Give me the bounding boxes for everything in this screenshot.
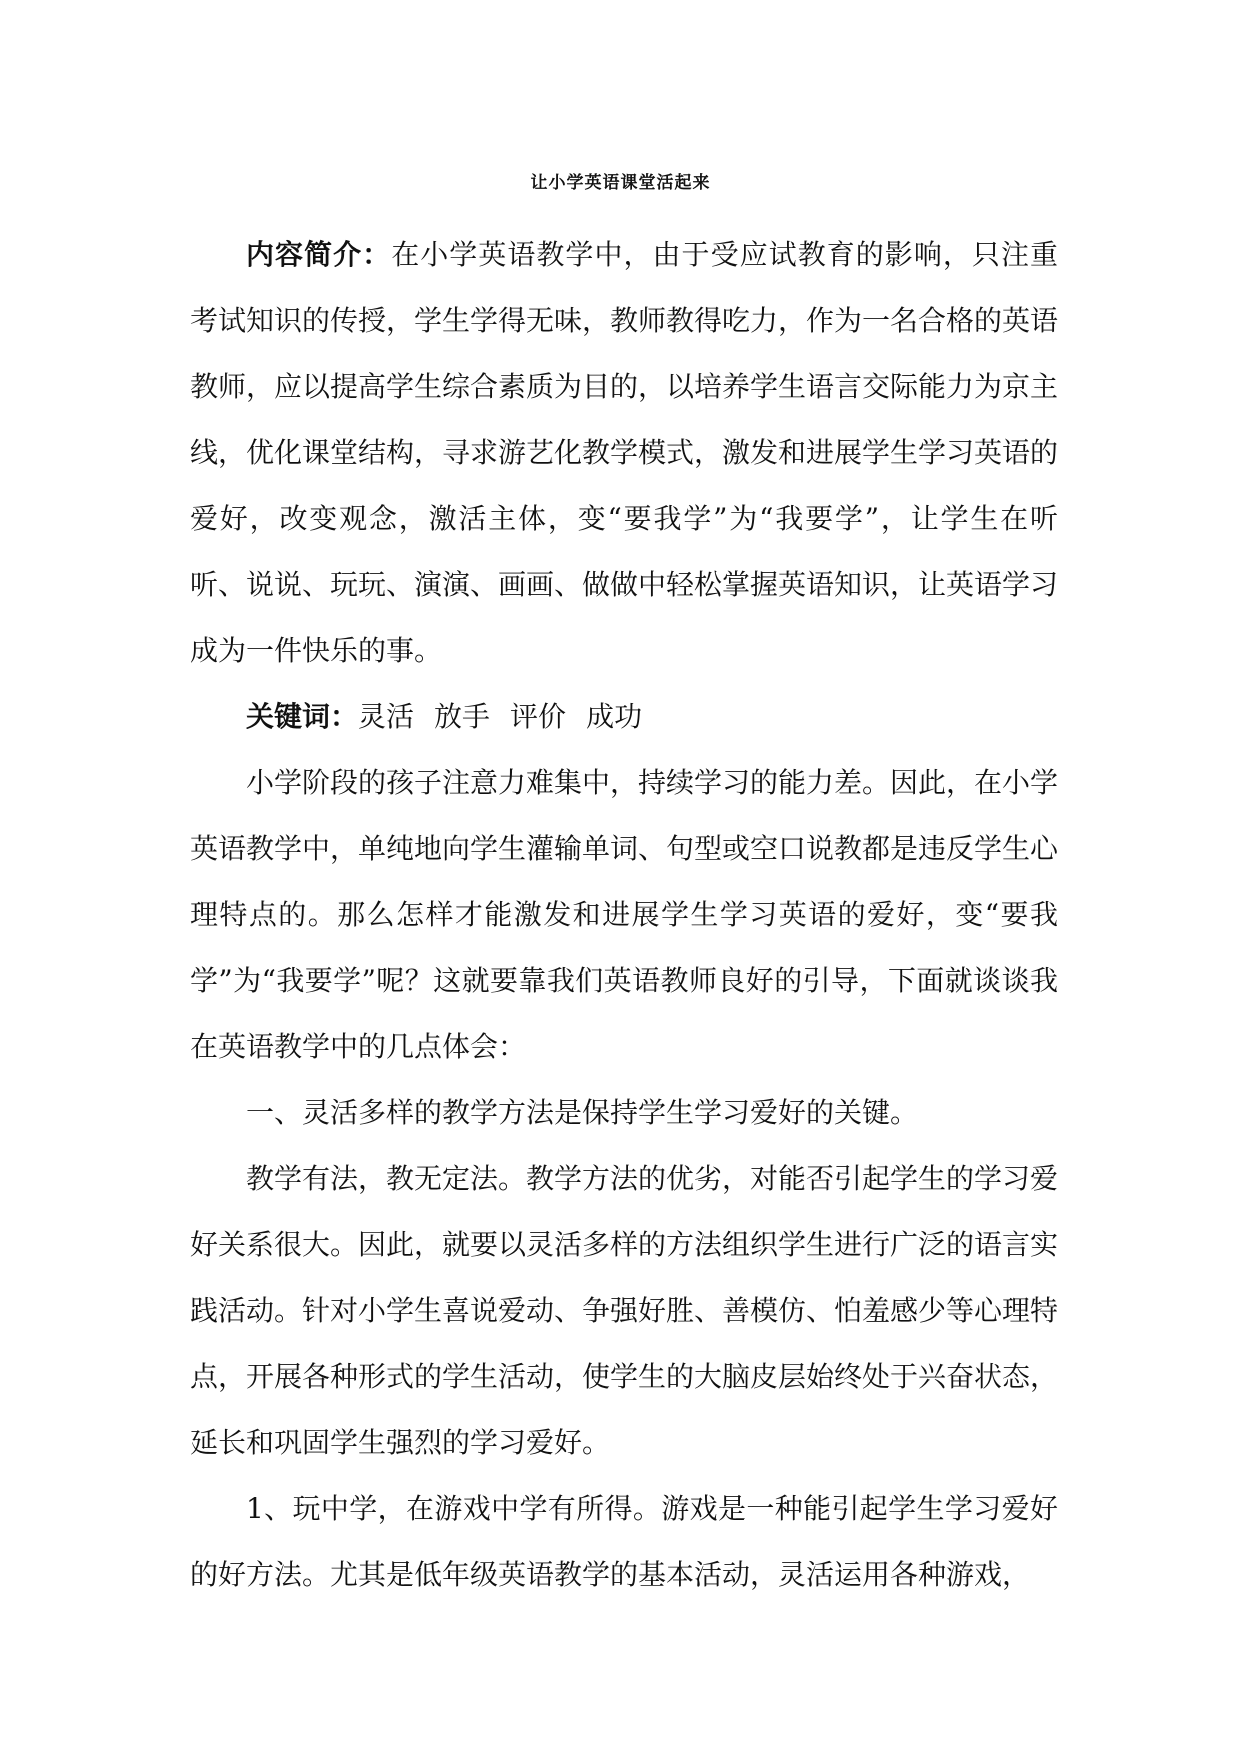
keyword: 灵活 xyxy=(358,700,415,733)
abstract-text: 在小学英语教学中，由于受应试教育的影响，只注重考试知识的传授，学生学得无味，教师教得吃力，作为一名合格的英语教师，应以提高学生综合素质为目的，以培养学生语言交际能力为京主线，优化课堂结构，寻求游艺化教学模式，激发和进展学生学习英语的爱好，改变观念，激活主体，变“要我学”为“我要学”，让学生在听听、说说、玩玩、演演、画画、做做中轻松掌握英语知识，让英语学习成为一件快乐的事。 xyxy=(190,238,1059,667)
keywords-paragraph xyxy=(190,684,1058,750)
keyword: 成功 xyxy=(586,700,643,733)
document-body xyxy=(190,222,1058,1608)
keyword: 放手 xyxy=(434,700,491,733)
keywords-label: 关键词： xyxy=(246,700,359,733)
section-heading: 一、灵活多样的教学方法是保持学生学习爱好的关键。 xyxy=(246,1096,919,1129)
document-title: 让小学英语课堂活起来 xyxy=(530,173,711,193)
body-paragraph: 1、玩中学，在游戏中学有所得。游戏是一种能引起学生学习爱好的好方法。尤其是低年级英语教学的基本活动，灵活运用各种游戏， xyxy=(190,1492,1058,1591)
body-paragraph: 小学阶段的孩子注意力难集中，持续学习的能力差。因此，在小学英语教学中，单纯地向学生灌输单词、句型或空口说教都是违反学生心理特点的。那么怎样才能激发和进展学生学习英语的爱好，变“要我学”为“我要学”呢？这就要靠我们英语教师良好的引导，下面就谈谈我在英语教学中的几点体会： xyxy=(190,766,1059,1063)
abstract-label: 内容简介： xyxy=(246,238,392,271)
body-paragraph: 教学有法，教无定法。教学方法的优劣，对能否引起学生的学习爱好关系很大。因此，就要以灵活多样的方法组织学生进行广泛的语言实践活动。针对小学生喜说爱动、争强好胜、善模仿、怕羞感少等心理特点，开展各种形式的学生活动，使学生的大脑皮层始终处于兴奋状态，延长和巩固学生强烈的学习爱好。 xyxy=(190,1162,1059,1459)
keyword: 评价 xyxy=(510,700,567,733)
abstract-paragraph xyxy=(190,222,1058,684)
